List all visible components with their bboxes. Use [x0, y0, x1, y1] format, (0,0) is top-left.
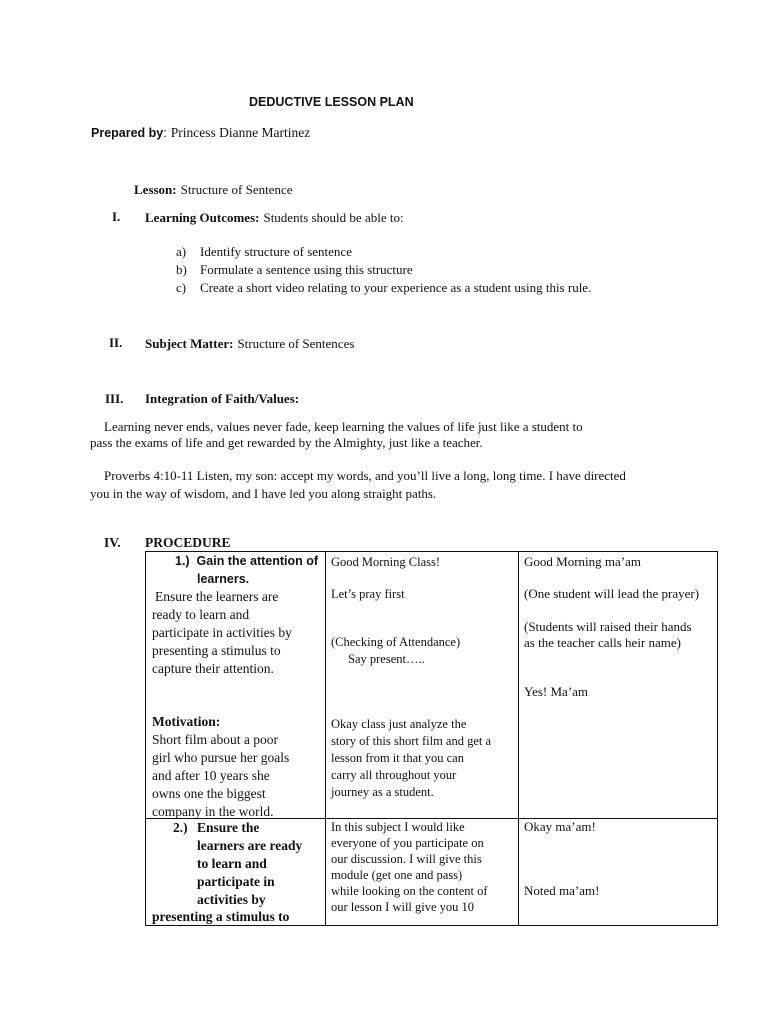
- section-1-heading: Learning Outcomes:: [145, 210, 260, 225]
- proverbs-line-2: you in the way of wisdom, and I have led you along straight paths.: [90, 486, 437, 501]
- teacher-analyze-line: story of this short film and get a: [331, 734, 492, 748]
- motivation-line: and after 10 years she: [152, 768, 270, 783]
- lesson-label: Lesson:: [134, 182, 177, 197]
- procedure-table: [145, 551, 718, 926]
- motivation-heading: Motivation:: [152, 714, 221, 729]
- student-hands-line-1: (Students will raised their hands: [524, 619, 692, 634]
- step-1-title-line-2: learners.: [197, 572, 250, 586]
- row2-teacher-activity-cell: [326, 819, 519, 926]
- motivation-line: girl who pursue her goals: [152, 750, 290, 765]
- section-1-intro: Students should be able to:: [263, 210, 404, 225]
- prepared-by-name: Princess Dianne Martinez: [170, 125, 311, 140]
- section-2-value: Structure of Sentences: [237, 336, 355, 351]
- section-2-line: [145, 335, 354, 353]
- teacher-discussion-line: module (get one and pass): [331, 868, 463, 882]
- step-1-line: Ensure the learners are: [155, 589, 279, 604]
- section-2-numeral: II.: [109, 335, 123, 350]
- teacher-discussion-line: while looking on the content of: [331, 884, 488, 898]
- teacher-discussion-line: our lesson I will give you 10: [331, 900, 475, 914]
- prepared-by-label: Prepared by: [91, 126, 164, 140]
- student-yes: Yes! Ma’am: [524, 684, 589, 699]
- section-4-numeral: IV.: [104, 535, 121, 550]
- prepared-by-sep: :: [163, 126, 167, 140]
- student-greeting: Good Morning ma’am: [524, 554, 641, 569]
- section-3-heading: Integration of Faith/Values:: [145, 391, 300, 406]
- table-row: [146, 819, 718, 926]
- outcome-item-a: Identify structure of sentence: [200, 244, 352, 259]
- student-noted: Noted ma’am!: [524, 883, 600, 898]
- student-prayer: (One student will lead the prayer): [524, 586, 700, 601]
- step-2-line: participate in: [197, 874, 275, 889]
- step-2-line: activities by: [197, 892, 266, 907]
- teacher-attendance: (Checking of Attendance): [331, 635, 461, 649]
- row1-teacher-step-cell: [146, 552, 326, 819]
- values-paragraph-line-2: pass the exams of life and get rewarded by the Almighty, just like a teacher.: [90, 435, 483, 450]
- teacher-say-present: Say present…..: [348, 652, 425, 666]
- row2-teacher-step-cell: [146, 819, 326, 926]
- teacher-analyze-line: journey as a student.: [331, 785, 434, 799]
- teacher-greeting: Good Morning Class!: [331, 555, 441, 569]
- teacher-analyze-line: carry all throughout your: [331, 768, 457, 782]
- section-1-heading-line: [145, 209, 404, 227]
- lesson-value: Structure of Sentence: [180, 182, 293, 197]
- teacher-analyze-line: lesson from it that you can: [331, 751, 464, 765]
- teacher-pray: Let’s pray first: [331, 587, 405, 601]
- row1-teacher-activity-cell: [326, 552, 519, 819]
- teacher-discussion-line: In this subject I would like: [331, 820, 465, 834]
- step-1-line: ready to learn and: [152, 607, 250, 622]
- motivation-line: company in the world.: [152, 804, 274, 819]
- outcome-marker-a: a): [176, 244, 187, 259]
- step-1-line: presenting a stimulus to: [152, 643, 281, 658]
- row2-student-activity-cell: [519, 819, 718, 926]
- document-title: DEDUCTIVE LESSON PLAN: [249, 95, 414, 109]
- teacher-analyze-line: Okay class just analyze the: [331, 717, 467, 731]
- student-okay: Okay ma’am!: [524, 819, 596, 834]
- row1-student-activity-cell: [519, 552, 718, 819]
- step-2-line: Ensure the: [197, 820, 260, 835]
- motivation-line: Short film about a poor: [152, 732, 278, 747]
- proverbs-line-1: Proverbs 4:10-11 Listen, my son: accept my words, and you’ll live a long, long time. I have directed: [104, 468, 626, 483]
- section-1-numeral: I.: [112, 209, 121, 224]
- step-2-last-line: presenting a stimulus to: [152, 909, 290, 924]
- lesson-line: [134, 181, 293, 199]
- prepared-by: [91, 124, 310, 142]
- teacher-discussion-line: our discussion. I will give this: [331, 852, 482, 866]
- step-1-title-line-1: [175, 554, 318, 568]
- values-paragraph-line-1: Learning never ends, values never fade, keep learning the values of life just like a student to: [104, 419, 583, 434]
- section-2-heading: Subject Matter:: [145, 336, 234, 351]
- section-4-heading: PROCEDURE: [145, 535, 231, 550]
- motivation-line: owns one the biggest: [152, 786, 266, 801]
- step-1-number: 1.): [175, 554, 190, 568]
- table-row: [146, 552, 718, 819]
- step-1-line: capture their attention.: [152, 661, 274, 676]
- outcome-item-c: Create a short video relating to your experience as a student using this rule.: [200, 280, 592, 295]
- outcome-marker-b: b): [176, 262, 187, 277]
- section-3-numeral: III.: [105, 391, 124, 406]
- teacher-discussion-line: everyone of you participate on: [331, 836, 484, 850]
- student-hands-line-2: as the teacher calls heir name): [524, 635, 681, 650]
- step-2-line: to learn and: [197, 856, 267, 871]
- step-2-number: 2.): [173, 820, 188, 835]
- step-2-line: learners are ready: [197, 838, 303, 853]
- outcome-item-b: Formulate a sentence using this structure: [200, 262, 413, 277]
- outcome-marker-c: c): [176, 280, 187, 295]
- step-1-line: participate in activities by: [152, 625, 292, 640]
- step-1-title: Gain the attention of: [196, 554, 319, 568]
